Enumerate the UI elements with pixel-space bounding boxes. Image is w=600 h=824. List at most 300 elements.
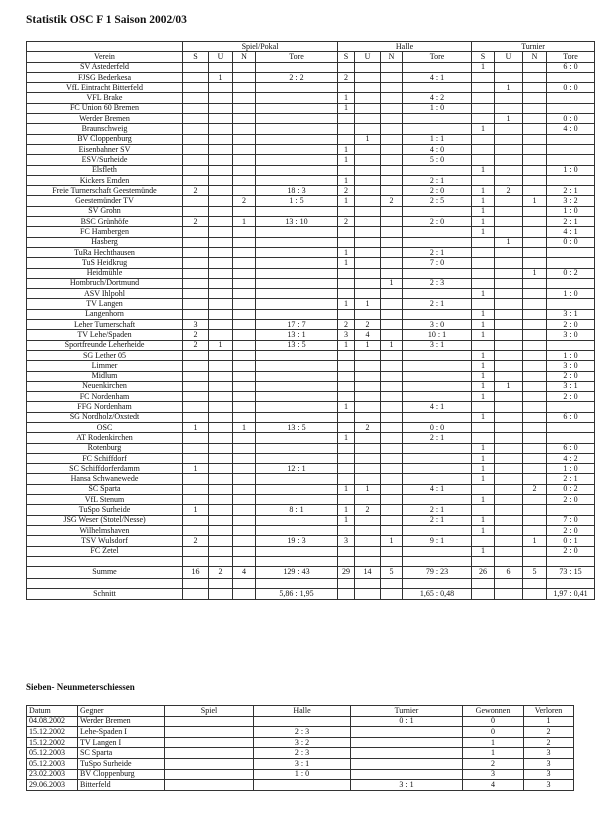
stat-cell: 4 : 0	[403, 144, 472, 154]
stat-cell: 1	[381, 536, 403, 546]
result-cell: 2	[524, 737, 574, 748]
stat-cell	[183, 72, 209, 82]
table-row	[27, 206, 595, 216]
club-name: VfL Stenum	[27, 495, 183, 505]
stat-cell	[403, 453, 472, 463]
stat-cell	[256, 124, 338, 134]
stat-cell	[472, 103, 495, 113]
stat-cell	[233, 165, 256, 175]
stat-cell	[209, 495, 233, 505]
club-name: FC Hambergen	[27, 227, 183, 237]
stat-cell	[209, 484, 233, 494]
stat-cell: 1	[495, 114, 523, 124]
empty-cell	[547, 556, 595, 566]
stat-cell	[183, 258, 209, 268]
stat-cell: 2	[233, 196, 256, 206]
average-cell	[338, 589, 355, 600]
stat-cell	[256, 309, 338, 319]
result-cell: 1	[463, 748, 524, 759]
stat-cell	[495, 392, 523, 402]
stat-cell	[209, 299, 233, 309]
stat-cell	[403, 237, 472, 247]
club-name: TuS Heidkrug	[27, 258, 183, 268]
stat-cell: 3 : 0	[547, 361, 595, 371]
stat-cell	[547, 175, 595, 185]
stat-cell	[233, 134, 256, 144]
stat-cell: 0 : 0	[547, 83, 595, 93]
stat-cell	[547, 299, 595, 309]
stat-cell	[355, 371, 381, 381]
stat-cell	[523, 515, 547, 525]
stat-cell: 2 : 0	[547, 320, 595, 330]
stat-cell: 1	[355, 340, 381, 350]
stat-cell: 1	[472, 392, 495, 402]
stat-cell: 1	[495, 237, 523, 247]
result-cell: 3 : 2	[254, 737, 351, 748]
stat-cell	[355, 62, 381, 72]
stat-cell	[338, 443, 355, 453]
stat-cell	[183, 155, 209, 165]
stat-cell: 3 : 0	[403, 320, 472, 330]
stat-cell	[495, 134, 523, 144]
stat-cell	[338, 206, 355, 216]
table-row	[27, 422, 595, 432]
average-cell	[472, 589, 495, 600]
stat-cell	[523, 217, 547, 227]
stat-cell: 1	[472, 495, 495, 505]
column-header: U	[495, 52, 523, 62]
club-name: Geestemünder TV	[27, 196, 183, 206]
stat-cell	[355, 443, 381, 453]
stat-cell: 3 : 0	[547, 330, 595, 340]
stat-cell: 0 : 1	[547, 536, 595, 546]
stat-cell	[403, 546, 472, 556]
stat-cell	[523, 309, 547, 319]
table-row	[27, 247, 595, 257]
result-cell	[165, 780, 254, 791]
table-row	[27, 227, 595, 237]
table-row	[27, 443, 595, 453]
stat-cell	[209, 217, 233, 227]
stat-cell	[472, 83, 495, 93]
club-name: ESV/Surheide	[27, 155, 183, 165]
stat-cell	[355, 72, 381, 82]
stat-cell	[233, 247, 256, 257]
table-row	[27, 93, 595, 103]
stat-cell	[381, 505, 403, 515]
stat-cell	[381, 443, 403, 453]
date-cell: 05.12.2003	[27, 758, 78, 769]
stat-cell	[209, 186, 233, 196]
stat-cell	[233, 320, 256, 330]
date-cell: 05.12.2003	[27, 748, 78, 759]
stat-cell	[495, 227, 523, 237]
stat-cell	[403, 124, 472, 134]
table-row	[27, 309, 595, 319]
stat-cell	[523, 361, 547, 371]
club-name: VfL Eintracht Bitterfeld	[27, 83, 183, 93]
stat-cell	[256, 247, 338, 257]
stat-cell: 1 : 0	[547, 464, 595, 474]
club-name: Hombruch/Dortmund	[27, 278, 183, 288]
stat-cell	[233, 525, 256, 535]
stat-cell: 1	[472, 371, 495, 381]
stat-cell	[233, 474, 256, 484]
stat-cell: 2 : 0	[547, 546, 595, 556]
stat-cell	[495, 93, 523, 103]
stat-cell	[523, 350, 547, 360]
stat-cell: 1 : 1	[403, 134, 472, 144]
stat-cell	[495, 289, 523, 299]
stat-cell	[256, 412, 338, 422]
stat-cell	[381, 433, 403, 443]
stat-cell: 1	[183, 505, 209, 515]
stat-cell	[403, 525, 472, 535]
result-cell	[165, 727, 254, 738]
stat-cell	[338, 422, 355, 432]
club-name: FC Zetel	[27, 546, 183, 556]
stat-cell	[495, 155, 523, 165]
stat-cell	[355, 412, 381, 422]
stat-cell: 1	[338, 93, 355, 103]
stat-cell	[183, 515, 209, 525]
stat-cell	[355, 175, 381, 185]
stat-cell	[338, 268, 355, 278]
stat-cell	[381, 175, 403, 185]
stat-cell: 1	[338, 144, 355, 154]
stat-cell	[495, 464, 523, 474]
stat-cell	[381, 546, 403, 556]
average-cell: 1,97 : 0,41	[547, 589, 595, 600]
stat-cell: 1	[338, 103, 355, 113]
stat-cell	[183, 278, 209, 288]
stat-cell	[381, 62, 403, 72]
stat-cell	[381, 381, 403, 391]
stat-cell: 2	[183, 536, 209, 546]
column-header: U	[355, 52, 381, 62]
stat-cell	[403, 309, 472, 319]
stat-cell	[523, 464, 547, 474]
stat-cell	[256, 155, 338, 165]
stat-cell	[183, 392, 209, 402]
group-header: Halle	[338, 42, 472, 52]
stat-cell	[381, 320, 403, 330]
stat-cell	[183, 350, 209, 360]
stat-cell	[381, 83, 403, 93]
stat-cell	[209, 165, 233, 175]
stat-cell	[209, 237, 233, 247]
stat-cell	[256, 433, 338, 443]
stat-cell	[183, 124, 209, 134]
stat-cell	[338, 237, 355, 247]
penalty-shootout-table	[26, 705, 574, 791]
stat-cell	[472, 299, 495, 309]
result-cell	[165, 758, 254, 769]
stat-cell	[233, 392, 256, 402]
stat-cell	[381, 93, 403, 103]
stat-cell	[355, 217, 381, 227]
stat-cell	[355, 474, 381, 484]
stat-cell	[338, 309, 355, 319]
column-header: N	[523, 52, 547, 62]
stat-cell: 1 : 0	[547, 206, 595, 216]
stat-cell	[523, 340, 547, 350]
stat-cell	[256, 62, 338, 72]
stat-cell	[209, 196, 233, 206]
stat-cell	[472, 402, 495, 412]
stat-cell	[495, 72, 523, 82]
empty-cell	[495, 578, 523, 588]
stat-cell	[523, 299, 547, 309]
stat-cell: 4 : 1	[403, 72, 472, 82]
stat-cell	[233, 144, 256, 154]
sum-cell: 16	[183, 567, 209, 578]
table-row	[27, 392, 595, 402]
sum-cell: 5	[381, 567, 403, 578]
sum-cell: 14	[355, 567, 381, 578]
sum-cell: 73 : 15	[547, 567, 595, 578]
stat-cell	[183, 268, 209, 278]
stat-cell	[209, 402, 233, 412]
stat-cell	[233, 289, 256, 299]
stat-cell	[338, 165, 355, 175]
stat-cell	[523, 62, 547, 72]
stat-cell	[381, 515, 403, 525]
stat-cell	[523, 289, 547, 299]
stat-cell: 0 : 2	[547, 268, 595, 278]
stat-cell	[472, 258, 495, 268]
stat-cell: 1	[472, 381, 495, 391]
stat-cell	[355, 155, 381, 165]
stat-cell	[338, 227, 355, 237]
club-name: JSG Weser (Stotel/Nesse)	[27, 515, 183, 525]
stat-cell	[523, 330, 547, 340]
stat-cell: 1	[381, 278, 403, 288]
stat-cell	[183, 361, 209, 371]
spacer-row	[27, 578, 595, 588]
stat-cell: 4 : 2	[403, 93, 472, 103]
stat-cell: 13 : 1	[256, 330, 338, 340]
stat-cell: 13 : 5	[256, 422, 338, 432]
stat-cell	[523, 371, 547, 381]
stat-cell	[233, 186, 256, 196]
stat-cell	[523, 144, 547, 154]
stat-cell: 0 : 0	[547, 237, 595, 247]
stat-cell	[183, 484, 209, 494]
stat-cell	[495, 62, 523, 72]
stat-cell	[256, 93, 338, 103]
stat-cell	[183, 247, 209, 257]
stat-cell	[209, 330, 233, 340]
club-name: FJSG Bederkesa	[27, 72, 183, 82]
stat-cell	[256, 299, 338, 309]
stat-cell: 2 : 0	[403, 186, 472, 196]
stat-cell	[256, 474, 338, 484]
stat-cell	[381, 330, 403, 340]
date-cell: 04.08.2002	[27, 716, 78, 727]
stat-cell	[256, 258, 338, 268]
stat-cell: 0 : 0	[403, 422, 472, 432]
stat-cell	[355, 536, 381, 546]
stat-cell	[355, 247, 381, 257]
stat-cell	[523, 114, 547, 124]
stat-cell	[495, 536, 523, 546]
stat-cell: 1 : 0	[547, 165, 595, 175]
stat-cell	[209, 350, 233, 360]
stat-cell	[403, 206, 472, 216]
stat-cell	[381, 289, 403, 299]
table-row	[27, 484, 595, 494]
stat-cell: 1 : 0	[547, 289, 595, 299]
result-cell	[254, 780, 351, 791]
stat-cell	[523, 453, 547, 463]
stat-cell	[355, 165, 381, 175]
club-name: Sportfreunde Leherheide	[27, 340, 183, 350]
stat-cell	[256, 371, 338, 381]
result-cell	[165, 748, 254, 759]
stat-cell	[233, 495, 256, 505]
stat-cell: 6 : 0	[547, 443, 595, 453]
stat-cell: 2 : 3	[403, 278, 472, 288]
stat-cell	[495, 505, 523, 515]
result-cell	[254, 716, 351, 727]
stat-cell	[209, 124, 233, 134]
stat-cell	[233, 515, 256, 525]
stat-cell: 3	[338, 330, 355, 340]
table-row	[27, 72, 595, 82]
result-cell: 2 : 3	[254, 727, 351, 738]
stat-cell	[381, 525, 403, 535]
result-cell	[351, 758, 463, 769]
club-name: FC Schiffdorf	[27, 453, 183, 463]
club-name: BV Cloppenburg	[27, 134, 183, 144]
table-row	[27, 114, 595, 124]
stat-cell: 1	[355, 484, 381, 494]
stat-cell	[523, 175, 547, 185]
stat-cell	[355, 515, 381, 525]
stat-cell	[523, 495, 547, 505]
stat-cell: 2	[338, 320, 355, 330]
stat-cell	[495, 495, 523, 505]
average-cell	[523, 589, 547, 600]
club-name: SV Grohn	[27, 206, 183, 216]
stat-cell	[338, 289, 355, 299]
stat-cell	[523, 165, 547, 175]
empty-cell	[403, 556, 472, 566]
stat-cell	[381, 392, 403, 402]
stat-cell	[256, 453, 338, 463]
sum-cell: 5	[523, 567, 547, 578]
opponent-cell: TV Langen I	[78, 737, 165, 748]
stat-cell	[233, 505, 256, 515]
opponent-cell: SC Sparta	[78, 748, 165, 759]
column-header: Tore	[256, 52, 338, 62]
stat-cell: 1 : 0	[403, 103, 472, 113]
stat-cell	[381, 103, 403, 113]
stat-cell	[523, 206, 547, 216]
stat-cell	[355, 103, 381, 113]
column-header: Gewonnen	[463, 706, 524, 717]
club-name: FC Union 60 Bremen	[27, 103, 183, 113]
opponent-cell: TuSpo Surheide	[78, 758, 165, 769]
stat-cell	[209, 474, 233, 484]
result-cell: 3 : 1	[351, 780, 463, 791]
stat-cell	[209, 453, 233, 463]
stat-cell	[523, 505, 547, 515]
stat-cell: 1	[233, 217, 256, 227]
empty-cell	[381, 556, 403, 566]
result-cell: 2	[524, 727, 574, 738]
stat-cell	[256, 134, 338, 144]
stat-cell	[381, 186, 403, 196]
stat-cell	[233, 433, 256, 443]
stat-cell	[338, 278, 355, 288]
table-row	[27, 134, 595, 144]
stat-cell: 1	[338, 433, 355, 443]
result-cell: 4	[463, 780, 524, 791]
stat-cell: 2	[183, 330, 209, 340]
result-cell	[351, 748, 463, 759]
column-header: S	[183, 52, 209, 62]
stat-cell	[209, 62, 233, 72]
stat-cell: 1	[472, 330, 495, 340]
sum-label: Summe	[27, 567, 183, 578]
stat-cell	[256, 546, 338, 556]
stat-cell	[355, 83, 381, 93]
stat-cell	[523, 186, 547, 196]
stat-cell	[523, 278, 547, 288]
result-cell	[351, 727, 463, 738]
column-header: Gegner	[78, 706, 165, 717]
date-cell: 15.12.2002	[27, 727, 78, 738]
club-name: Midlum	[27, 371, 183, 381]
stat-cell: 2	[338, 217, 355, 227]
column-header: Verein	[27, 52, 183, 62]
stat-cell: 0 : 0	[547, 114, 595, 124]
table-row	[27, 350, 595, 360]
stat-cell	[495, 433, 523, 443]
stat-cell: 2	[338, 72, 355, 82]
stat-cell	[523, 402, 547, 412]
opponent-cell: Bitterfeld	[78, 780, 165, 791]
stat-cell	[355, 227, 381, 237]
stat-cell	[233, 114, 256, 124]
stat-cell	[233, 206, 256, 216]
stat-cell: 2	[338, 186, 355, 196]
table-row	[27, 546, 595, 556]
table-row	[27, 758, 574, 769]
sum-cell: 6	[495, 567, 523, 578]
stat-cell	[547, 278, 595, 288]
table-row	[27, 268, 595, 278]
stat-cell	[256, 206, 338, 216]
stat-cell: 1	[209, 72, 233, 82]
club-name: Freie Turnerschaft Geestemünde	[27, 186, 183, 196]
sum-cell: 26	[472, 567, 495, 578]
stat-cell: 2	[183, 340, 209, 350]
club-name: SC Sparta	[27, 484, 183, 494]
stat-cell	[523, 247, 547, 257]
empty-cell	[183, 556, 209, 566]
club-name: TuSpo Surheide	[27, 505, 183, 515]
stat-cell	[403, 371, 472, 381]
stat-cell: 2	[183, 186, 209, 196]
stat-cell	[495, 103, 523, 113]
stat-cell	[523, 103, 547, 113]
table-row	[27, 144, 595, 154]
stat-cell	[523, 546, 547, 556]
stat-cell	[547, 258, 595, 268]
